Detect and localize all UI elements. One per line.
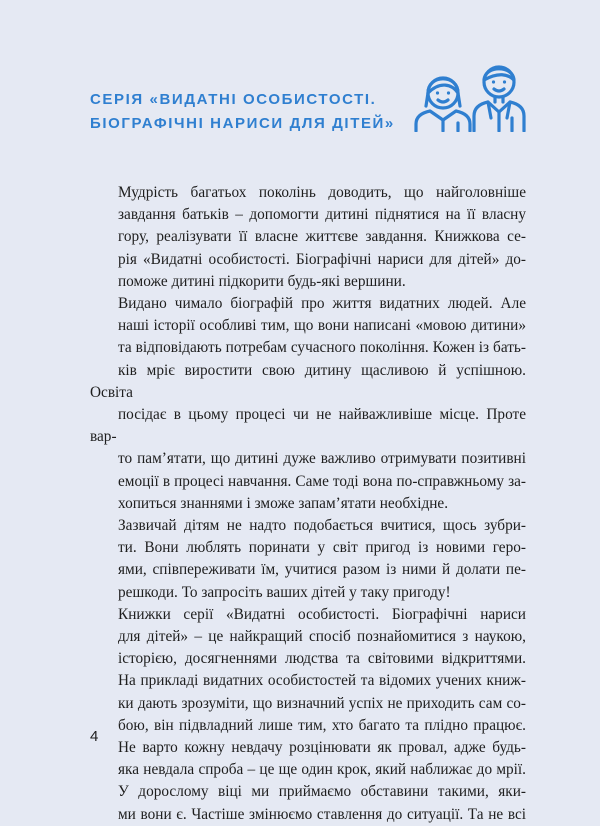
- series-heading: [90, 88, 395, 136]
- paragraph-1: [90, 182, 526, 293]
- paragraph-4: [90, 604, 526, 782]
- text-line: ми вони є. Частіше змінюємо ставлення до ситуації. Та не всі: [118, 805, 526, 823]
- text-line: емоції в процесі навчання. Саме тоді вона по-справжньому за-: [118, 472, 526, 490]
- text-line: Зазвичай дітям не надто подобається вчитися, щось зубри-: [118, 517, 526, 535]
- girl-and-boy-icon: [412, 60, 530, 132]
- paragraph-2: [90, 293, 526, 515]
- series-heading-line-2: БІОГРАФІЧНІ НАРИСИ ДЛЯ ДІТЕЙ»: [90, 115, 395, 132]
- text-line: ти. Вони люблять поринати у світ пригод із новими геро-: [118, 539, 526, 557]
- text-line: бою, він підвладний лише тим, хто багато та плідно працює.: [118, 716, 526, 734]
- text-line: гору, реалізувати її власне життєве завдання. Книжкова се-: [118, 228, 526, 246]
- body-text: [90, 182, 526, 826]
- text-line: На прикладі видатних особистостей та відомих учених книж-: [118, 672, 526, 690]
- text-line: Не варто кожну невдачу розцінювати як провал, адже будь-: [118, 739, 526, 757]
- text-line: ків мріє виростити свою дитину щасливою й успішною. Освіта: [90, 361, 526, 401]
- text-line: наші історії особливі тим, що вони написані «мовою дитини»: [118, 317, 526, 335]
- page-number: 4: [90, 728, 99, 745]
- text-line: яка невдала спроба – це ще один крок, який наближає до мрії.: [118, 761, 526, 779]
- paragraph-3: [90, 515, 526, 604]
- text-line: хопиться знаннями і зможе запам’ятати необхідне.: [118, 494, 449, 512]
- text-line: історією, досягненнями людства та світовими відкриттями.: [118, 650, 526, 668]
- text-line: завдання батьків – допомогти дитині піднятися на її власну: [118, 206, 526, 224]
- boy-icon: [474, 67, 524, 131]
- text-line: Мудрість багатьох поколінь доводить, що найголовніше: [118, 184, 526, 201]
- text-line: ки дають зрозуміти, що визначний успіх не приходить сам со-: [118, 694, 526, 712]
- text-line: ями, співпереживати їм, учитися разом із ними й долати пе-: [118, 561, 526, 579]
- text-line: решкоди. То запросіть ваших дітей у таку пригоду!: [118, 583, 451, 601]
- text-line: то пам’ятати, що дитині дуже важливо отримувати позитивні: [118, 450, 526, 468]
- paragraph-5: [90, 781, 526, 825]
- text-line: та відповідають потребам сучасного покоління. Кожен із бать-: [118, 339, 526, 357]
- text-line: для дітей» – це найкращий спосіб познайомитися з наукою,: [118, 628, 526, 646]
- text-line: У дорослому віці ми приймаємо обставини такими, яки-: [118, 783, 526, 801]
- text-line: поможе дитині підкорити будь-які вершини.: [118, 272, 406, 290]
- text-line: посідає в цьому процесі чи не найважливіше місце. Проте вар-: [90, 406, 526, 446]
- girl-icon: [416, 78, 470, 131]
- text-line: Видано чимало біографій про життя видатних людей. Але: [118, 295, 526, 313]
- series-heading-line-1: СЕРІЯ «ВИДАТНІ ОСОБИСТОСТІ.: [90, 91, 377, 108]
- text-line: Книжки серії «Видатні особистості. Біографічні нариси: [118, 605, 526, 623]
- text-line: рія «Видатні особистості. Біографічні нариси для дітей» до-: [118, 250, 526, 268]
